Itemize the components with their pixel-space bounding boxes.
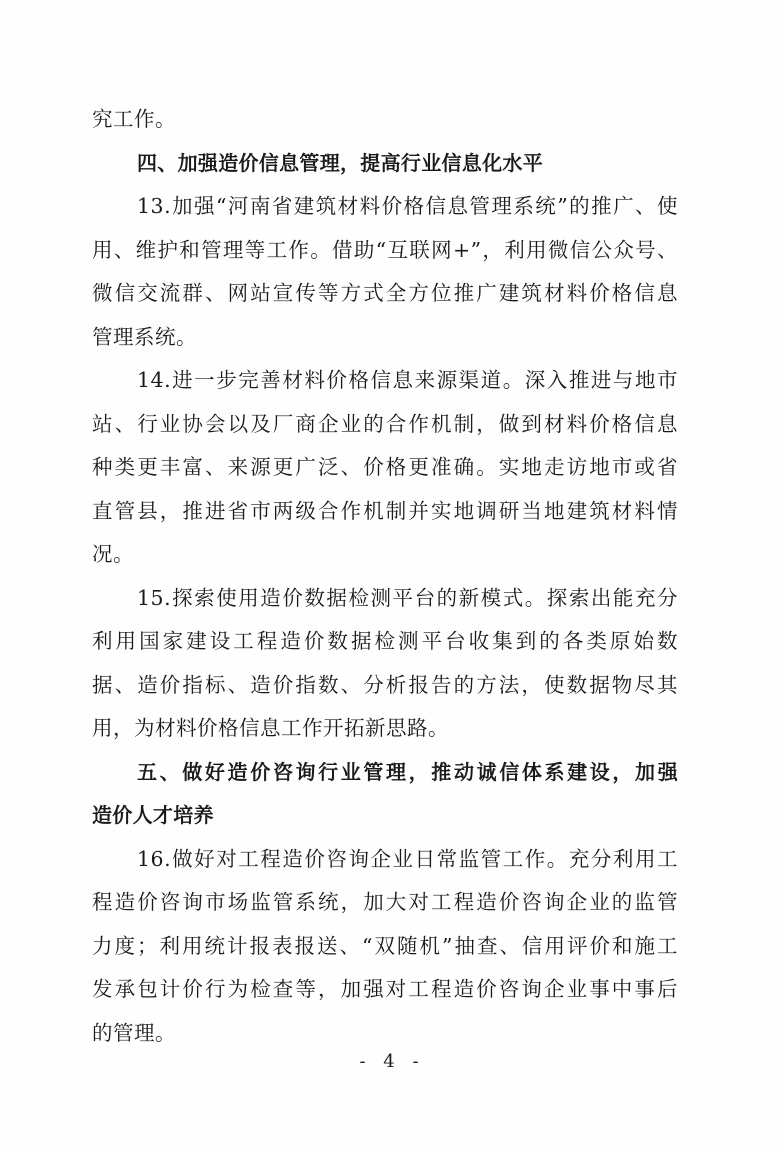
paragraph-line: 况。	[92, 542, 134, 566]
paragraph-line: 种类更丰富、来源更广泛、价格更准确。实地走访地市或省	[92, 455, 678, 479]
paragraph-line: 程造价咨询市场监管系统，加大对工程造价咨询企业的监管	[92, 890, 678, 914]
paragraph-line: 发承包计价行为检查等，加强对工程造价咨询企业事中事后	[92, 977, 678, 1001]
paragraph-line: 14.进一步完善材料价格信息来源渠道。深入推进与地市	[137, 368, 678, 392]
paragraph-line: 用，为材料价格信息工作开拓新思路。	[92, 716, 449, 740]
paragraph-line: 的管理。	[92, 1020, 176, 1045]
paragraph-line: 据、造价指标、造价指数、分析报告的方法，使数据物尽其	[92, 672, 678, 697]
page-number: - 4 -	[359, 1051, 425, 1072]
paragraph-line: 13.加强“河南省建筑材料价格信息管理系统”的推广、使	[137, 194, 678, 218]
paragraph-line: 力度；利用统计报表报送、“双随机”抽查、信用评价和施工	[92, 933, 678, 958]
paragraph-line: 16.做好对工程造价咨询企业日常监管工作。充分利用工	[137, 846, 678, 871]
section-heading: 四、加强造价信息管理，提高行业信息化水平	[137, 150, 543, 175]
section-heading: 五、做好造价咨询行业管理，推动诚信体系建设，加强	[137, 759, 678, 784]
paragraph-line: 微信交流群、网站宣传等方式全方位推广建筑材料价格信息	[92, 281, 678, 305]
paragraph-line: 究工作。	[92, 107, 176, 131]
paragraph-line: 利用国家建设工程造价数据检测平台收集到的各类原始数	[92, 629, 678, 653]
paragraph-line: 用、维护和管理等工作。借助“互联网+”，利用微信公众号、	[92, 237, 678, 262]
paragraph-line: 15.探索使用造价数据检测平台的新模式。探索出能充分	[137, 585, 678, 610]
paragraph-line: 直管县，推进省市两级合作机制并实地调研当地建筑材料情	[92, 498, 678, 523]
paragraph-line: 管理系统。	[92, 324, 197, 349]
paragraph-line: 站、行业协会以及厂商企业的合作机制，做到材料价格信息	[92, 411, 678, 436]
section-heading-continuation: 造价人才培养	[92, 803, 214, 827]
document-body	[92, 98, 678, 1055]
